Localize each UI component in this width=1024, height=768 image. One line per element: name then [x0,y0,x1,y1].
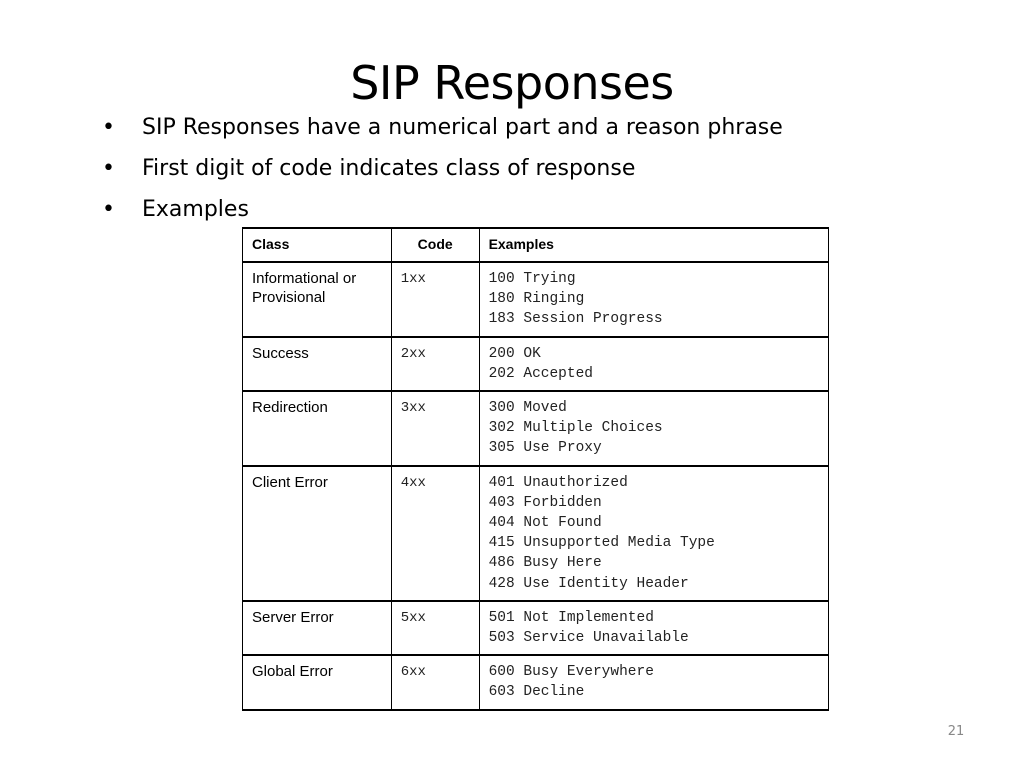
example-line: 180 Ringing [488,291,585,308]
header-examples: Examples [479,228,828,262]
code-cell: 3xx [391,391,479,466]
page-number: 21 [947,724,965,739]
table-body [243,262,829,710]
example-line: 501 Not Implemented [488,609,654,626]
example-line: 302 Multiple Choices [488,420,663,437]
bullet-list [102,112,783,235]
bullet-text: SIP Responses have a numerical part and a reason phrase [142,115,783,140]
example-line: 600 Busy Everywhere [488,664,654,681]
example-line: 202 Accepted [488,365,593,382]
example-line: 403 Forbidden [488,494,602,511]
code-cell: 2xx [391,337,479,391]
class-line: Global Error [252,663,333,681]
examples-cell [479,337,828,391]
example-line: 415 Unsupported Media Type [488,535,715,552]
slide-title: SIP Responses [350,55,674,110]
class-line: Client Error [252,473,328,491]
table-row [243,466,829,601]
code-cell: 1xx [391,262,479,337]
examples-cell [479,391,828,466]
examples-cell [479,655,828,709]
bullet-item [102,112,783,153]
example-line: 183 Session Progress [488,311,663,328]
code-cell: 6xx [391,655,479,709]
code-cell: 5xx [391,601,479,655]
example-line: 428 Use Identity Header [488,575,689,592]
table-row [243,262,829,337]
class-cell [243,337,392,391]
class-cell [243,466,392,601]
class-cell [243,262,392,337]
example-line: 100 Trying [488,271,576,287]
example-line: 401 Unauthorized [488,474,628,491]
class-line: Redirection [252,399,328,417]
table-row [243,601,829,655]
example-line: 305 Use Proxy [488,440,602,457]
table-header-row [243,228,829,262]
example-line: 503 Service Unavailable [488,630,689,647]
table-row [243,391,829,466]
class-cell [243,601,392,655]
sip-response-table [242,227,829,711]
bullet-text: First digit of code indicates class of response [142,156,636,181]
header-code: Code [391,228,479,262]
table-row [243,337,829,391]
class-line: Success [252,344,309,362]
example-line: 404 Not Found [488,515,602,532]
examples-cell [479,601,828,655]
example-line: 486 Busy Here [488,555,602,572]
code-cell: 4xx [391,466,479,601]
examples-cell [479,262,828,337]
bullet-text: Examples [142,197,249,222]
class-line: Server Error [252,608,334,626]
example-line: 200 OK [488,345,541,362]
table-row [243,655,829,709]
examples-cell [479,466,828,601]
class-line: Informational or [252,270,357,287]
header-class: Class [243,228,392,262]
class-cell [243,655,392,709]
example-line: 300 Moved [488,400,567,417]
bullet-dot: • [102,197,115,222]
bullet-item [102,153,783,194]
class-cell [243,391,392,466]
bullet-dot: • [102,156,115,181]
example-line: 603 Decline [488,684,585,701]
bullet-dot: • [102,115,115,140]
class-line: Provisional [252,289,326,306]
